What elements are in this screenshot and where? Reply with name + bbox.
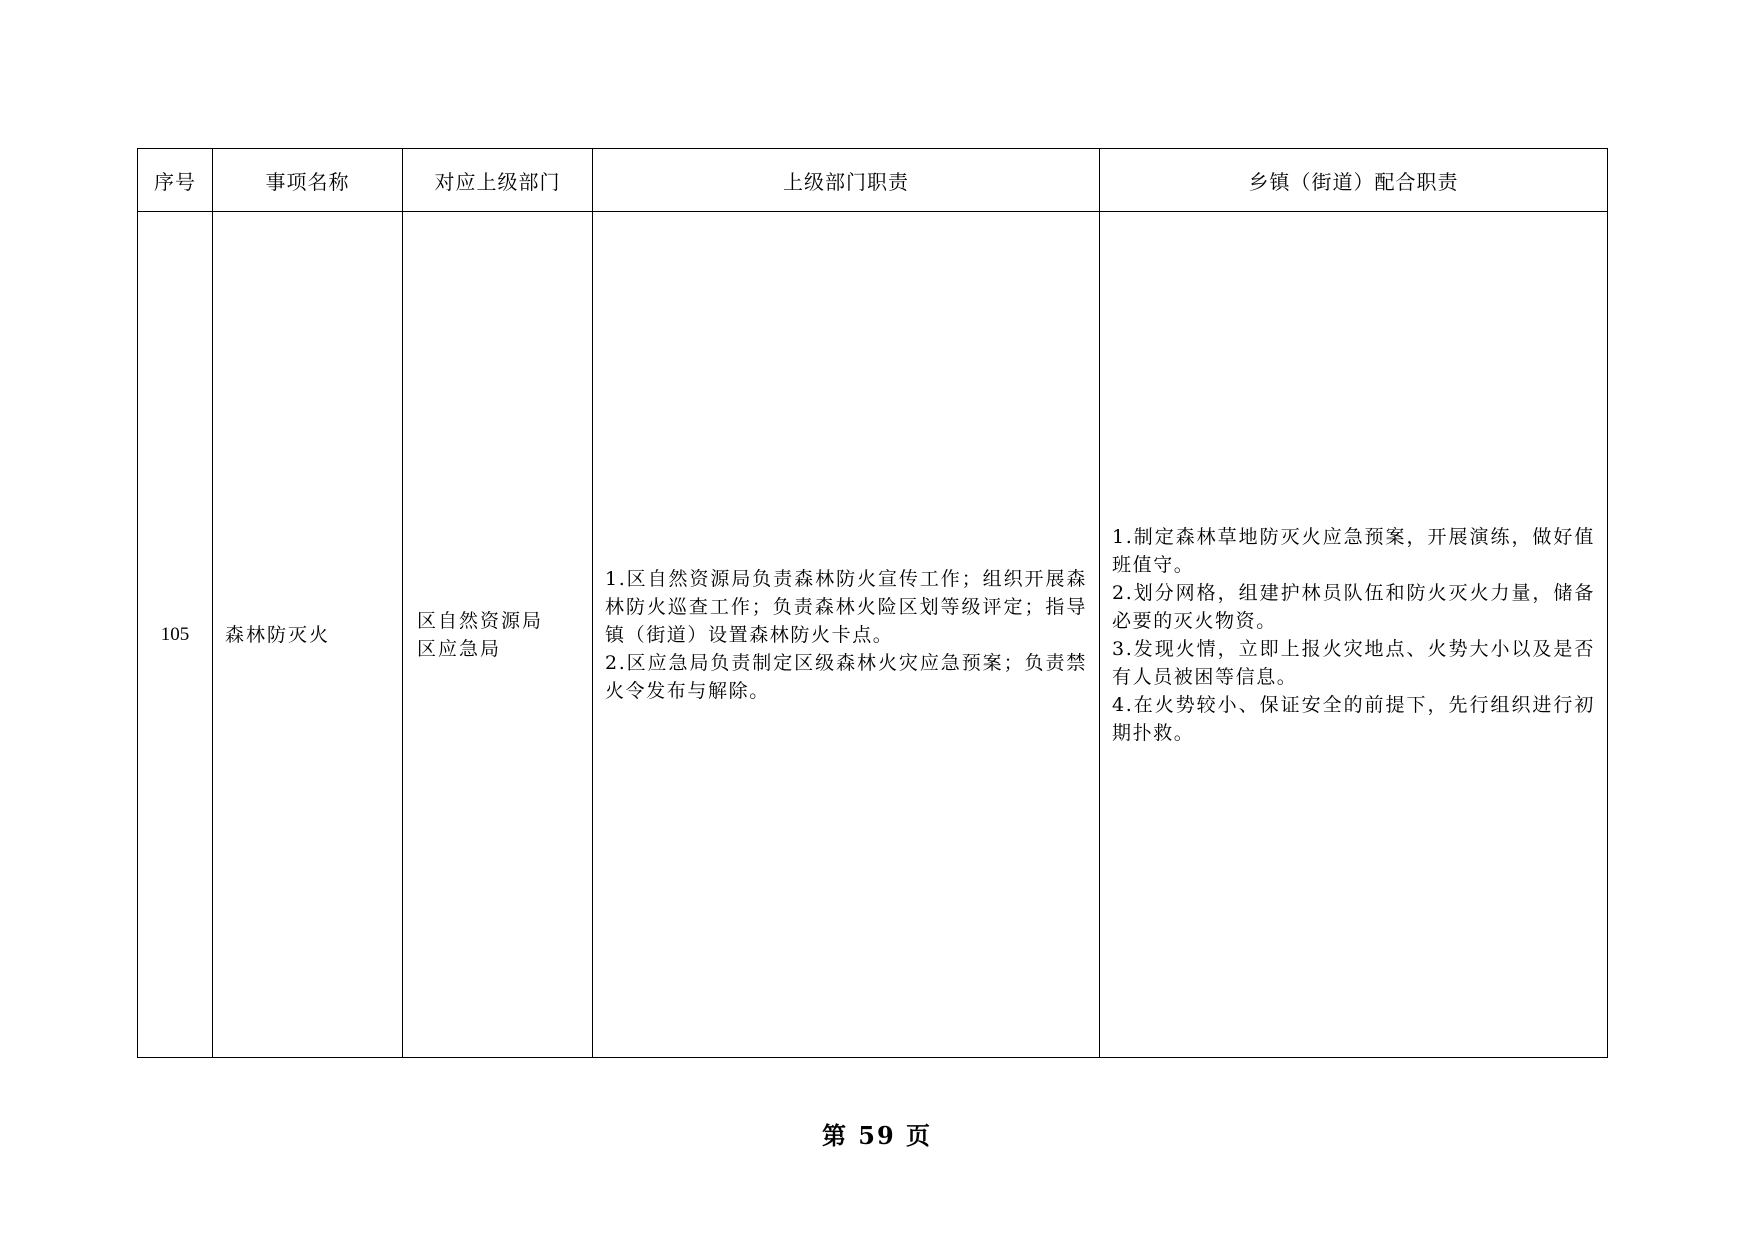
row-town-duty (1100, 212, 1608, 1058)
department-line: 区应急局 (417, 637, 502, 660)
upper-duty-item: 1.区自然资源局负责森林防火宣传工作；组织开展森林防火巡查工作；负责森林火险区划等级评定；指导镇（街道）设置森林防火卡点。 (605, 567, 1087, 646)
town-duty-item: 1.制定森林草地防灭火应急预案，开展演练，做好值班值守。 (1112, 525, 1595, 576)
table-row (138, 212, 1608, 1058)
duty-table (137, 148, 1608, 1058)
row-number: 105 (138, 212, 213, 1058)
row-departments (403, 212, 593, 1058)
header-upper-duty: 上级部门职责 (593, 149, 1100, 212)
header-item-name: 事项名称 (213, 149, 403, 212)
upper-duty-item: 2.区应急局负责制定区级森林火灾应急预案；负责禁火令发布与解除。 (605, 651, 1087, 702)
page-number: 第 59 页 (821, 1121, 933, 1150)
town-duty-item: 2.划分网格，组建护林员队伍和防火灭火力量，储备必要的灭火物资。 (1112, 581, 1595, 632)
row-item-name: 森林防灭火 (213, 212, 403, 1058)
header-town-duty: 乡镇（街道）配合职责 (1100, 149, 1608, 212)
town-duty-item: 4.在火势较小、保证安全的前提下，先行组织进行初期扑救。 (1112, 693, 1595, 744)
header-number: 序号 (138, 149, 213, 212)
department-line: 区自然资源局 (417, 609, 544, 632)
row-upper-duty (593, 212, 1100, 1058)
table-header-row (138, 149, 1608, 212)
town-duty-item: 3.发现火情，立即上报火灾地点、火势大小以及是否有人员被困等信息。 (1112, 637, 1595, 688)
header-department: 对应上级部门 (403, 149, 593, 212)
